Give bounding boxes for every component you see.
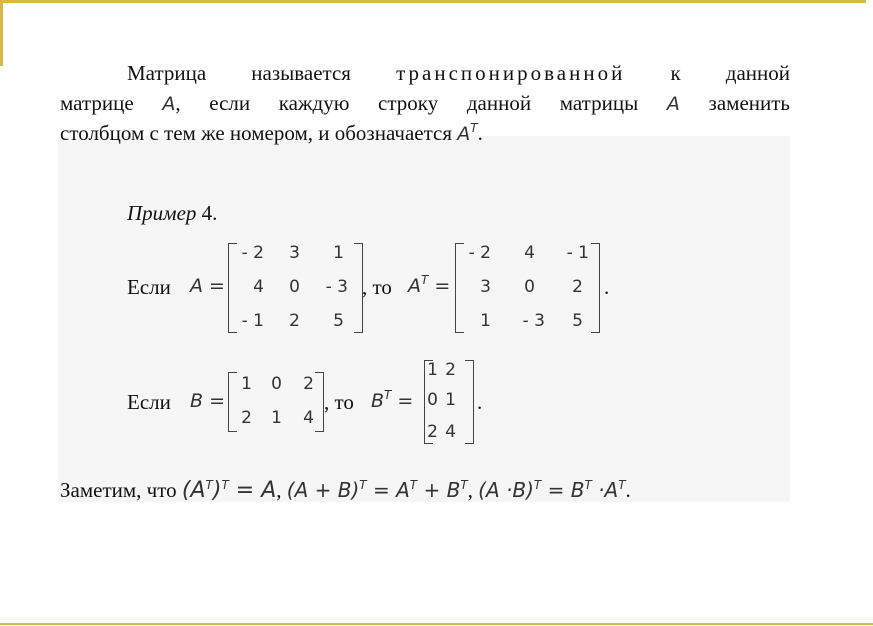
term-transposed: транспонированной bbox=[396, 61, 626, 85]
matrix-cell: 5 bbox=[572, 311, 583, 331]
superscript-t: T bbox=[470, 121, 478, 135]
symbol-a: A bbox=[162, 93, 176, 115]
matrix-cell: 0 bbox=[289, 277, 300, 297]
definition-line-2 bbox=[60, 88, 790, 118]
definition-text: к данной bbox=[670, 61, 791, 85]
formula-part: + B bbox=[423, 478, 461, 502]
matrix-a-transposed bbox=[455, 243, 600, 333]
symbol-a: A bbox=[457, 123, 471, 145]
matrix-cell: 2 bbox=[427, 422, 438, 442]
then-label-2: , то bbox=[324, 390, 354, 414]
matrix-cell: 4 bbox=[524, 243, 535, 263]
matrix-cell: 1 bbox=[241, 374, 252, 394]
matrix-b bbox=[228, 372, 324, 432]
formula-part: = B bbox=[547, 478, 585, 502]
matrix-cell: 2 bbox=[572, 277, 583, 297]
example-label: Пример bbox=[127, 201, 197, 225]
definition-paragraph bbox=[60, 58, 790, 148]
superscript-t: T bbox=[460, 478, 468, 492]
properties-line bbox=[60, 475, 631, 508]
formula-part: = A bbox=[235, 478, 277, 503]
definition-text: , если каждую строку данной матрицы bbox=[175, 91, 639, 115]
matrix-a bbox=[228, 243, 363, 333]
matrix-cell: 3 bbox=[480, 277, 491, 297]
note-lead: Заметим, что bbox=[60, 478, 177, 502]
superscript-t: T bbox=[205, 478, 213, 492]
definition-line-3 bbox=[60, 118, 790, 148]
comma: , bbox=[467, 478, 473, 502]
matrix-cell: 4 bbox=[303, 408, 314, 428]
matrix-cell: - 1 bbox=[241, 311, 264, 331]
frame-bottom-rule bbox=[0, 623, 873, 625]
right-bracket bbox=[591, 243, 600, 333]
superscript-t: T bbox=[618, 478, 626, 492]
formula-part: = A bbox=[372, 478, 410, 502]
frame-top-rule bbox=[0, 0, 866, 3]
formula-part: ) bbox=[212, 478, 222, 503]
period: . bbox=[604, 275, 610, 299]
formula-part: (A bbox=[181, 478, 206, 503]
right-bracket bbox=[465, 360, 474, 444]
matrix-b-equals: B = bbox=[190, 390, 225, 412]
matrix-cell: 1 bbox=[271, 408, 282, 428]
matrix-cell: - 1 bbox=[566, 243, 589, 263]
matrix-cell: 2 bbox=[303, 374, 314, 394]
matrix-cell: 4 bbox=[253, 277, 264, 297]
matrix-at-equals: $A^T$ = bbox=[408, 273, 451, 297]
matrix-bt-equals: $B^T$ = bbox=[371, 388, 414, 412]
symbol-b: B bbox=[371, 390, 385, 412]
symbol-a: A bbox=[666, 93, 680, 115]
definition-text: столбцом с тем же номером, и обозначается bbox=[60, 121, 453, 145]
if-label-2: Если bbox=[127, 390, 171, 414]
formula-part: ·A bbox=[598, 478, 619, 502]
comma: , bbox=[276, 478, 282, 502]
superscript-t: T bbox=[584, 478, 592, 492]
matrix-cell: 0 bbox=[427, 390, 438, 410]
definition-text: заменить bbox=[708, 91, 791, 115]
formula-part: (A ·B) bbox=[478, 478, 534, 502]
right-bracket bbox=[315, 372, 324, 432]
definition-text: Матрица называется bbox=[127, 61, 351, 85]
superscript-t: T bbox=[421, 273, 429, 287]
superscript-t: T bbox=[359, 478, 367, 492]
matrix-cell: 0 bbox=[271, 374, 282, 394]
example-heading bbox=[127, 198, 217, 228]
then-label-1: , то bbox=[362, 275, 392, 299]
period: . bbox=[625, 478, 631, 502]
symbol-a: A bbox=[408, 275, 421, 297]
superscript-t: T bbox=[221, 478, 229, 492]
matrix-cell: - 3 bbox=[325, 277, 348, 297]
matrix-cell: - 2 bbox=[241, 243, 264, 263]
matrix-cell: 5 bbox=[333, 311, 344, 331]
formula-transpose-product bbox=[478, 478, 625, 502]
matrix-cell: 1 bbox=[445, 390, 456, 410]
matrix-cell: 0 bbox=[524, 277, 535, 297]
if-label-1: Если bbox=[127, 275, 171, 299]
matrix-cell: - 2 bbox=[468, 243, 491, 263]
formula-transpose-twice bbox=[182, 478, 276, 503]
matrix-a-equals: A = bbox=[190, 275, 225, 297]
period: . bbox=[477, 390, 483, 414]
superscript-t: T bbox=[409, 478, 418, 492]
matrix-cell: 4 bbox=[445, 422, 456, 442]
matrix-cell: 2 bbox=[289, 311, 300, 331]
matrix-cell: 2 bbox=[445, 360, 456, 380]
matrix-b-transposed bbox=[424, 360, 474, 444]
superscript-t: T bbox=[384, 388, 392, 402]
matrix-cell: 1 bbox=[480, 311, 491, 331]
formula-panel bbox=[58, 136, 790, 502]
definition-line-1 bbox=[60, 58, 790, 88]
definition-text: матрице bbox=[60, 91, 134, 115]
matrix-cell: 3 bbox=[289, 243, 300, 263]
definition-text: . bbox=[477, 121, 483, 145]
matrix-cell: 1 bbox=[427, 360, 438, 380]
frame-left-rule bbox=[0, 0, 3, 66]
superscript-t: T bbox=[533, 478, 542, 492]
matrix-cell: - 3 bbox=[522, 311, 545, 331]
matrix-cell: 2 bbox=[241, 408, 252, 428]
formula-transpose-sum bbox=[287, 478, 468, 502]
example-number: 4. bbox=[201, 201, 218, 225]
formula-part: (A + B) bbox=[286, 478, 360, 502]
matrix-cell: 1 bbox=[333, 243, 344, 263]
